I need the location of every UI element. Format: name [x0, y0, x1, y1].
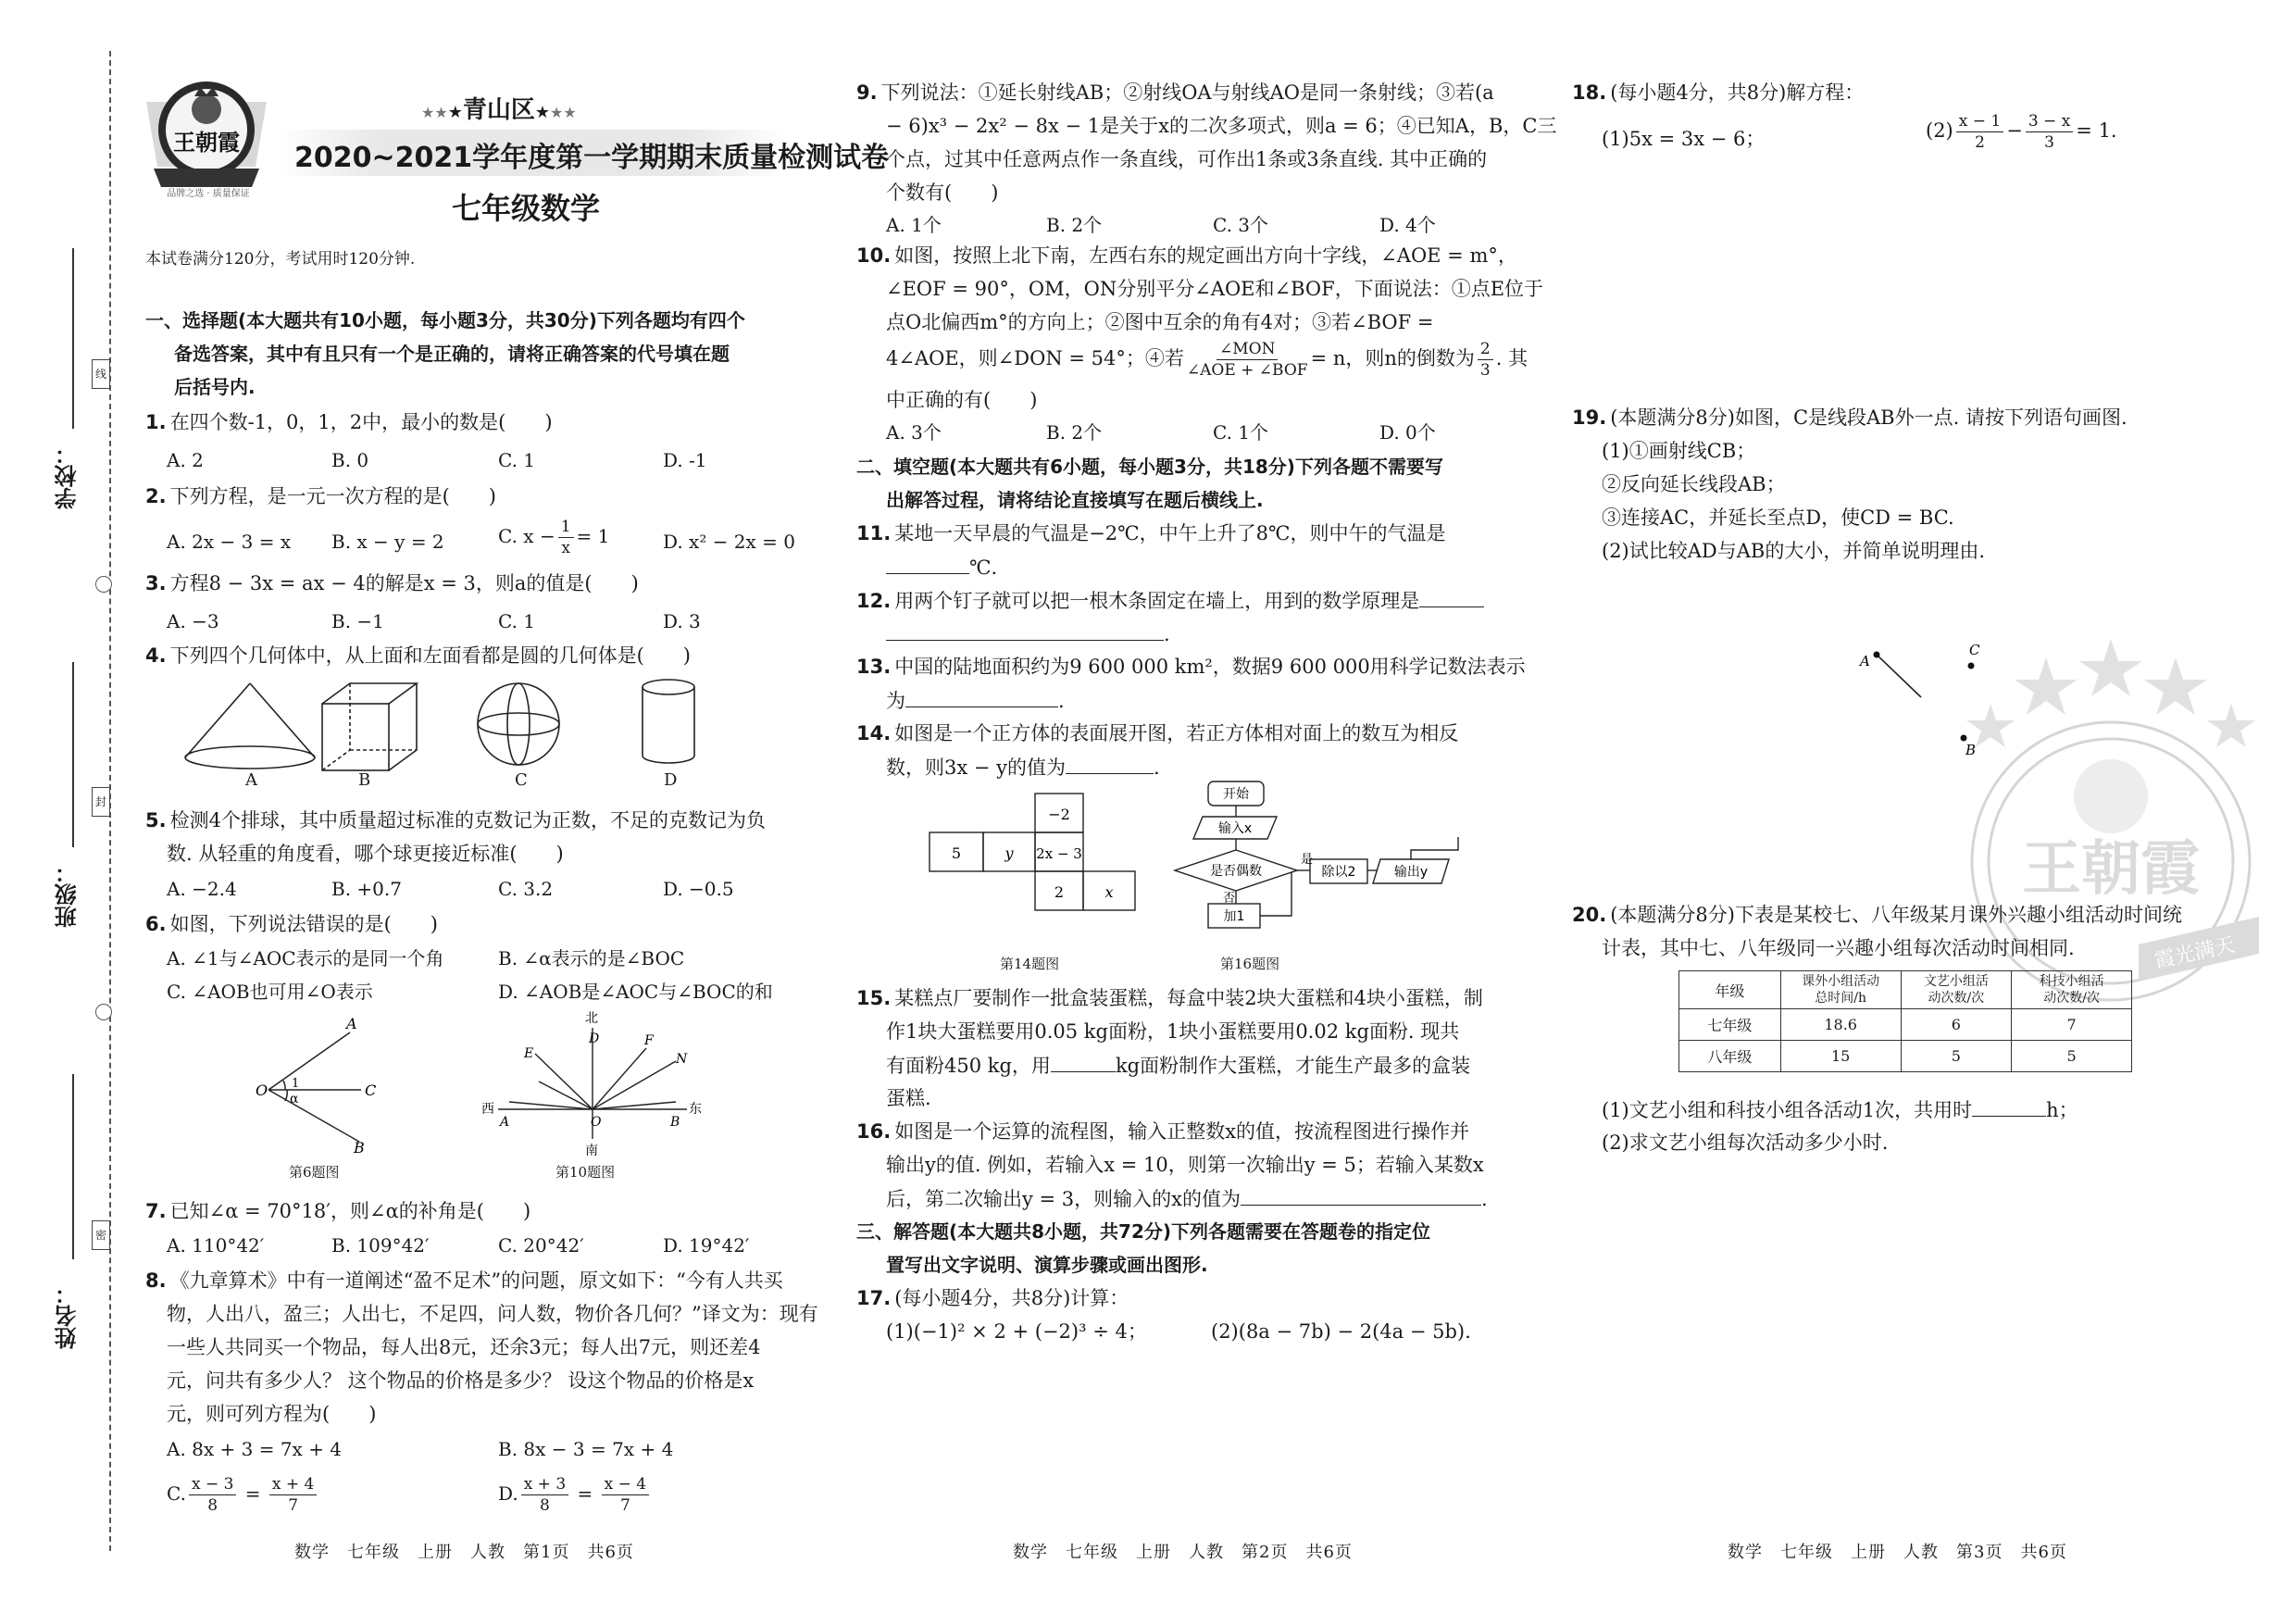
page-1-footer: 数学 七年级 上册 人教 第1页 共6页 [294, 1543, 634, 1562]
cube-icon [322, 683, 417, 770]
question-20-part-1: (1)文艺小组和科技小组各活动1次，共用时 h； [1602, 1093, 2078, 1127]
name-line [72, 1074, 74, 1259]
district-title: ★★★青山区★★★ [421, 96, 577, 124]
fig6-label-o: O [256, 1082, 268, 1099]
binder-hole-icon [95, 576, 112, 593]
flow-add: 加1 [1223, 909, 1245, 924]
q1-option-c: C. 1 [498, 449, 536, 471]
question-11-line-2: ℃. [886, 550, 997, 584]
q4-label-a: A [245, 770, 257, 790]
fig10-label-n: N [676, 1052, 688, 1067]
q15-answer-blank[interactable] [1051, 1048, 1116, 1072]
question-8-line-5: 元，则可列方程为( ) [167, 1403, 377, 1425]
fig10-north: 北 [585, 1011, 598, 1026]
section-1-title: 一、选择题(本大题共有10小题，每小题3分，共30分)下列各题均有四个 [145, 309, 745, 331]
seal-mark-bot: 密 [92, 1220, 110, 1250]
table-cell: 15 [1780, 1041, 1901, 1072]
flow-yes: 是 [1301, 853, 1314, 867]
q8-option-d: D. $\frac{x + 3}{8}$ = $\frac{x - 4}{7}$ [498, 1474, 652, 1516]
seal-mark-top: 线 [92, 359, 110, 389]
figure-6-caption: 第6题图 [289, 1164, 340, 1181]
question-15-line-4: 蛋糕. [886, 1087, 931, 1109]
question-20: 20. (本题满分8分)下表是某校七、八年级某月课外兴趣小组活动时间统 [1572, 904, 2182, 926]
question-16-line-2: 输出y的值. 例如，若输入x = 10，则第一次输出y = 5；若输入某数x [886, 1154, 1484, 1176]
q7-option-b: B. 109°42′ [331, 1234, 430, 1257]
question-15: 15. 某糕点厂要制作一批盒装蛋糕，每盒中装2块大蛋糕和4块小蛋糕，制 [856, 987, 1483, 1009]
question-19-step-2: ②反向延长线段AB； [1602, 473, 1786, 495]
question-14: 14. 如图是一个正方体的表面展开图，若正方体相对面上的数互为相反 [856, 722, 1459, 744]
brand-logo [137, 65, 276, 204]
question-8: 8. 《九章算术》中有一道阐述“盈不足术”的问题，原文如下：“今有人共买 [145, 1269, 783, 1292]
question-1: 1. 在四个数-1，0，1，2中，最小的数是( ) [145, 411, 553, 433]
fig10-label-b: B [670, 1115, 680, 1130]
question-16-line-3: 后，第二次输出y = 3，则输入的x的值为 . [886, 1182, 1488, 1216]
watermark-text: 王朝霞 [2022, 834, 2200, 904]
q10-option-d: D. 0个 [1379, 421, 1436, 444]
net-cell-5: 2 [1054, 883, 1065, 901]
figure-10 [481, 1009, 704, 1157]
q11-answer-blank[interactable] [886, 550, 969, 574]
question-4: 4. 下列四个几何体中，从上面和左面看都是圆的几何体是( ) [145, 644, 691, 667]
question-9-line-4: 个数有( ) [886, 181, 999, 204]
question-17-part-1: (1)(−1)² × 2 + (−2)³ ÷ 4； [886, 1320, 1147, 1343]
fig19-label-c: C [1969, 642, 1980, 658]
question-10-line-2: ∠EOF = 90°，OM，ON分别平分∠AOE和∠BOF，下面说法：①点E位于 [886, 278, 1544, 300]
q3-option-a: A. −3 [167, 610, 219, 632]
question-10-line-4: 4∠AOE，则∠DON = 54°；④若 $\frac{\text{∠MON}}{\text{∠AOE + ∠BOF}}$ = n，则n的倒数为 $\frac{2}{3}$ . 其 [886, 340, 1529, 380]
subject-title: 七年级数学 [452, 191, 601, 226]
svg-text:王朝霞: 王朝霞 [173, 129, 240, 156]
q10-option-b: B. 2个 [1046, 421, 1103, 444]
figure-10-caption: 第10题图 [555, 1164, 616, 1181]
question-10-line-3: 点O北偏西m°的方向上；②图中互余的角有4对；③若∠BOF = [886, 311, 1434, 333]
q9-option-b: B. 2个 [1046, 214, 1103, 236]
school-line [72, 248, 74, 429]
page-3-footer: 数学 七年级 上册 人教 第3页 共6页 [1728, 1543, 2067, 1562]
q10-option-c: C. 1个 [1213, 421, 1269, 444]
seal-mark-mid: 封 [92, 787, 110, 817]
q4-label-c: C [515, 770, 528, 790]
question-15-line-2: 作1块大蛋糕要用0.05 kg面粉，1块小蛋糕要用0.02 kg面粉. 现共 [886, 1020, 1460, 1043]
question-6: 6. 如图，下列说法错误的是( ) [145, 913, 438, 935]
q20-answer-blank[interactable] [1972, 1093, 2046, 1117]
question-12: 12. 用两个钉子就可以把一根木条固定在墙上，用到的数学原理是 [856, 583, 1484, 618]
section-3-title: 三、解答题(本大题共8小题，共72分)下列各题需要在答题卷的指定位 [856, 1220, 1431, 1243]
q1-option-d: D. -1 [663, 449, 707, 471]
q5-option-b: B. +0.7 [331, 878, 402, 900]
table-row [1679, 1009, 2132, 1041]
q1-option-b: B. 0 [331, 449, 369, 471]
q5-option-c: C. 3.2 [498, 878, 554, 900]
class-label: 班级： [55, 861, 81, 928]
flow-divide: 除以2 [1321, 865, 1356, 880]
q7-option-d: D. 19°42′ [663, 1234, 750, 1257]
section-3-title-2: 置写出文字说明、演算步骤或画出图形. [886, 1254, 1208, 1276]
q6-option-c: C. ∠AOB也可用∠O表示 [167, 981, 373, 1003]
fig10-label-e: E [524, 1046, 534, 1061]
cone-icon [185, 683, 315, 769]
q14-answer-blank[interactable] [1066, 750, 1154, 774]
section-1-title-2: 备选答案，其中有且只有一个是正确的，请将正确答案的代号填在题 [174, 343, 730, 365]
question-16: 16. 如图是一个运算的流程图，输入正整数x的值，按流程图进行操作并 [856, 1120, 1470, 1143]
q6-option-d: D. ∠AOB是∠AOC与∠BOC的和 [498, 981, 773, 1003]
question-13: 13. 中国的陆地面积约为9 600 000 km²，数据9 600 000用科学记数法表示 [856, 656, 1526, 678]
net-cell-2: 5 [951, 844, 962, 862]
q1-option-a: A. 2 [167, 449, 204, 471]
q4-label-b: B [358, 770, 371, 790]
q13-answer-blank[interactable] [905, 683, 1058, 707]
exam-title: 2020~2021学年度第一学期期末质量检测试卷 [294, 142, 890, 174]
fig10-south: 南 [585, 1144, 598, 1157]
table-cell: 5 [1901, 1041, 2012, 1072]
figure-6 [250, 1014, 398, 1153]
section-2-title: 二、填空题(本大题共有6小题，每小题3分，共18分)下列各题不需要写 [856, 456, 1443, 478]
exam-note: 本试卷满分120分，考试用时120分钟. [145, 250, 416, 269]
question-8-line-3: 一些人共同买一个物品，每人出8元，还余3元；每人出7元，则还差4 [167, 1336, 761, 1358]
q7-option-a: A. 110°42′ [167, 1234, 265, 1257]
question-11: 11. 某地一天早晨的气温是−2℃，中午上升了8℃，则中午的气温是 [856, 522, 1446, 544]
q12-answer-blank-2[interactable] [886, 617, 1164, 641]
fig10-east: 东 [689, 1102, 702, 1117]
question-19-step-1: (1)①画射线CB； [1602, 440, 1756, 462]
flow-output: 输出y [1393, 865, 1429, 880]
fig6-label-b: B [354, 1139, 365, 1153]
fig6-label-alpha: α [290, 1092, 299, 1107]
question-2: 2. 下列方程，是一元一次方程的是( ) [145, 485, 496, 507]
fig10-label-o: O [591, 1115, 602, 1130]
section-1-title-3: 后括号内. [174, 376, 256, 398]
table-cell: 八年级 [1679, 1041, 1781, 1072]
star-icon: ★★ [421, 104, 448, 121]
figure-16-caption: 第16题图 [1220, 956, 1280, 972]
fig10-label-a: A [500, 1115, 510, 1130]
q16-answer-blank[interactable] [1241, 1182, 1481, 1206]
fig6-label-1: 1 [292, 1077, 300, 1091]
brand-logo-text: 品牌之选 · 质量保证 [167, 189, 250, 199]
fig19-label-b: B [1965, 742, 1977, 758]
q10-option-a: A. 3个 [886, 421, 942, 444]
figure-19 [1847, 634, 1995, 764]
question-18: 18. (每小题4分，共8分)解方程： [1572, 81, 1865, 104]
table-cell: 7 [2012, 1009, 2132, 1041]
table-header-cell: 课外小组活动 总时间/h [1780, 971, 1901, 1009]
question-19-step-3: ③连接AC，并延长至点D，使CD = BC. [1602, 506, 1954, 529]
question-18-part-2: (2) $\frac{x - 1}{2}$ − $\frac{3 - x}{3}$ = 1. [1926, 112, 2117, 152]
q7-option-c: C. 20°42′ [498, 1234, 584, 1257]
table-header-cell: 文艺小组活 动次数/次 [1901, 971, 2012, 1009]
fig10-label-f: F [644, 1033, 654, 1048]
net-cell-1: −2 [1048, 806, 1070, 823]
figure-16-flowchart [1171, 780, 1467, 951]
star-icon [1966, 639, 2255, 747]
table-header-cell: 科技小组活 动次数/次 [2012, 971, 2132, 1009]
table-header-row [1679, 971, 2132, 1009]
cylinder-icon [643, 680, 694, 763]
question-10: 10. 如图，按照上北下南，左西右东的规定画出方向十字线，∠AOE = m°， [856, 244, 1517, 267]
question-10-line-5: 中正确的有( ) [886, 389, 1038, 411]
fig10-label-d: D [589, 1032, 600, 1046]
q6-option-a: A. ∠1与∠AOC表示的是同一个角 [167, 947, 444, 969]
table-cell: 6 [1901, 1009, 2012, 1041]
flow-no: 否 [1223, 892, 1236, 906]
fig6-label-c: C [365, 1082, 377, 1099]
question-15-line-3: 有面粉450 kg，用 kg面粉制作大蛋糕，才能生产最多的盒装 [886, 1048, 1470, 1082]
question-19: 19. (本题满分8分)如图，C是线段AB外一点. 请按下列语句画图. [1572, 406, 2128, 429]
table-row [1679, 1041, 2132, 1072]
question-17: 17. (每小题4分，共8分)计算： [856, 1287, 1129, 1309]
q2-option-a: A. 2x − 3 = x [167, 531, 292, 553]
net-cell-6: x [1104, 883, 1114, 901]
fig6-label-a: A [346, 1015, 357, 1032]
question-18-part-1: (1)5x = 3x − 6； [1602, 128, 1766, 150]
question-17-part-2: (2)(8a − 7b) − 2(4a − 5b). [1211, 1320, 1471, 1343]
q2-option-c: C. x − $\frac{1}{x}$ = 1 [498, 518, 610, 557]
star-icon: ★★ [549, 104, 577, 121]
q3-option-d: D. 3 [663, 610, 701, 632]
question-14-line-2: 数，则3x − y的值为 . [886, 750, 1160, 784]
question-20-part-2: (2)求文艺小组每次活动多少小时. [1602, 1132, 1889, 1154]
net-cell-4: 2x − 3 [1036, 845, 1082, 862]
question-7: 7. 已知∠α = 70°18′，则∠α的补角是( ) [145, 1200, 531, 1222]
question-13-line-2: 为 . [886, 683, 1065, 718]
net-cell-3: y [1004, 844, 1014, 862]
q9-option-c: C. 3个 [1213, 214, 1269, 236]
q3-option-c: C. 1 [498, 610, 536, 632]
question-19-step-4: (2)试比较AD与AB的大小，并简单说明理由. [1602, 540, 1986, 562]
q8-option-a: A. 8x + 3 = 7x + 4 [167, 1438, 343, 1460]
q4-label-d: D [664, 770, 678, 790]
watermark-banner: 霞光满天 [2152, 933, 2238, 974]
q3-option-b: B. −1 [331, 610, 384, 632]
q5-option-d: D. −0.5 [663, 878, 734, 900]
sphere-icon [478, 683, 559, 765]
question-3: 3. 方程8 − 3x = ax − 4的解是x = 3，则a的值是( ) [145, 572, 639, 594]
question-9-line-2: − 6)x³ − 2x² − 8x − 1是关于x的二次多项式，则a = 6；④已知A，B，C三 [886, 115, 1557, 137]
q4-solids-figure [148, 676, 815, 778]
fig10-west: 西 [481, 1102, 494, 1117]
q2-option-d: D. x² − 2x = 0 [663, 531, 796, 553]
page-2-footer: 数学 七年级 上册 人教 第2页 共6页 [1013, 1543, 1353, 1562]
q12-answer-blank-1[interactable] [1419, 583, 1484, 607]
q6-option-b: B. ∠α表示的是∠BOC [498, 947, 685, 969]
table-cell: 七年级 [1679, 1009, 1781, 1041]
question-12-line-2: . [886, 617, 1170, 651]
q5-option-a: A. −2.4 [167, 878, 237, 900]
table-cell: 5 [2012, 1041, 2132, 1072]
fig19-label-a: A [1860, 653, 1870, 669]
q9-option-a: A. 1个 [886, 214, 942, 236]
question-20-line-2: 计表，其中七、八年级同一兴趣小组每次活动时间相同. [1602, 937, 2075, 959]
flow-start: 开始 [1223, 787, 1249, 802]
question-9: 9. 下列说法：①延长射线AB；②射线OA与射线AO是同一条射线；③若(a [856, 81, 1494, 104]
question-8-line-2: 物，人出八，盈三；人出七，不足四，问人数，物价各几何？”译文为：现有 [167, 1303, 818, 1325]
question-9-line-3: 个点，过其中任意两点作一条直线，可作出1条或3条直线. 其中正确的 [886, 148, 1488, 170]
name-label: 姓名： [55, 1282, 81, 1349]
flow-input: 输入x [1217, 821, 1253, 836]
question-5: 5. 检测4个排球，其中质量超过标准的克数记为正数，不足的克数记为负 [145, 809, 766, 832]
q8-option-b: B. 8x − 3 = 7x + 4 [498, 1438, 674, 1460]
table-cell: 18.6 [1780, 1009, 1901, 1041]
question-5-line-2: 数. 从轻重的角度看，哪个球更接近标准( ) [167, 843, 564, 865]
question-8-line-4: 元，问共有多少人？ 这个物品的价格是多少？ 设这个物品的价格是x [167, 1369, 755, 1392]
flow-decision: 是否偶数 [1210, 864, 1262, 879]
activity-table [1678, 970, 2132, 1072]
figure-14-caption: 第14题图 [1000, 956, 1060, 972]
school-label: 学校： [55, 443, 81, 509]
class-line [72, 662, 74, 847]
table-header-cell: 年级 [1679, 971, 1781, 1009]
q2-option-b: B. x − y = 2 [331, 531, 444, 553]
figure-14-cube-net [926, 792, 1139, 949]
binder-hole-icon [95, 1004, 112, 1020]
q8-option-c: C. $\frac{x - 3}{8}$ = $\frac{x + 4}{7}$ [167, 1474, 319, 1516]
q9-option-d: D. 4个 [1379, 214, 1436, 236]
section-2-title-2: 出解答过程，请将结论直接填写在题后横线上. [886, 489, 1264, 511]
